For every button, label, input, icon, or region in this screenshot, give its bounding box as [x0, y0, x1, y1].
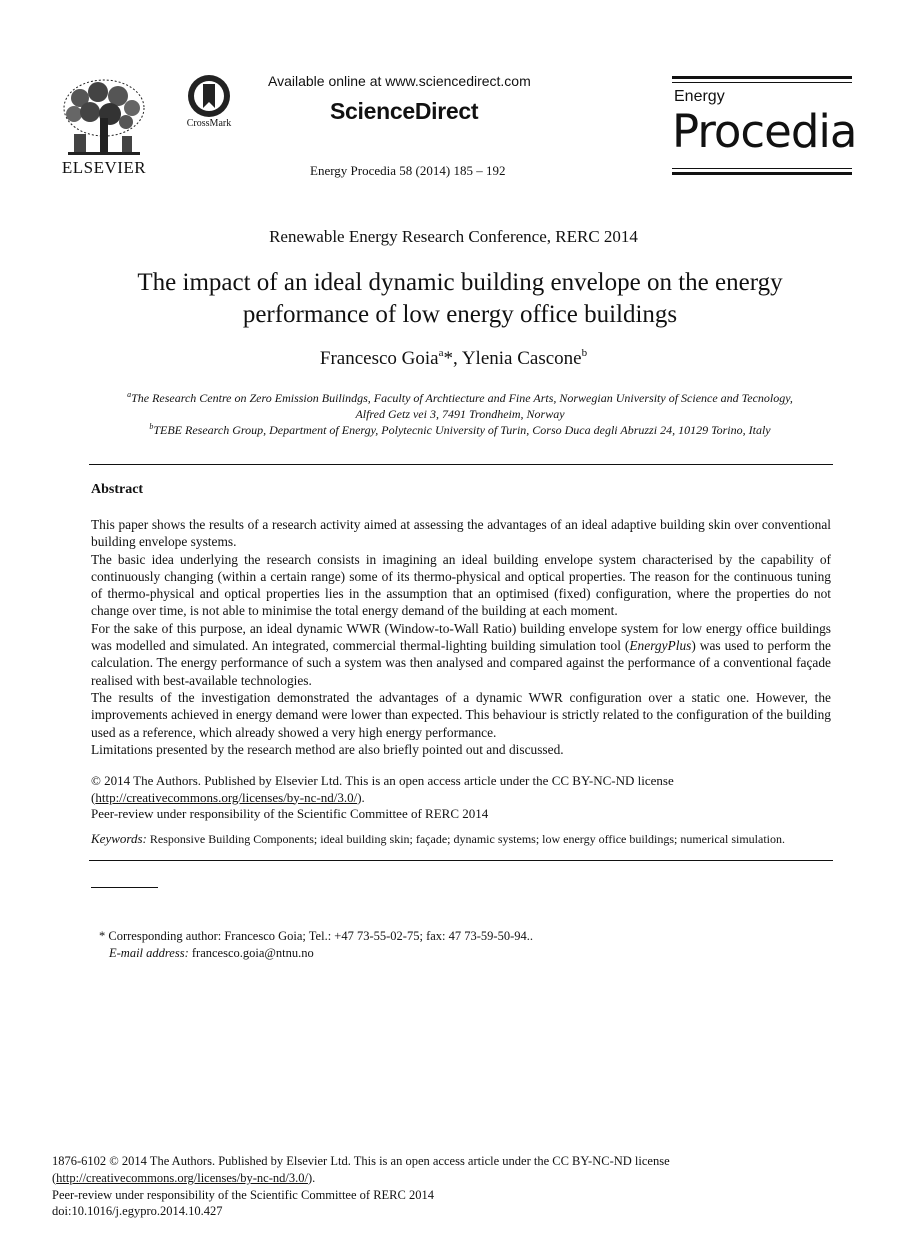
license-link[interactable]: http://creativecommons.org/licenses/by-nc-nd/3.0/ [95, 789, 358, 805]
doi[interactable]: doi:10.1016/j.egypro.2014.10.427 [52, 1204, 223, 1219]
footer-license-link[interactable]: http://creativecommons.org/licenses/by-nc-nd/3.0/ [56, 1170, 308, 1185]
title-line: performance of low energy office buildings [242, 301, 678, 328]
affiliation-b [60, 419, 860, 438]
affiliation-a [60, 387, 860, 422]
journal-logo-rule [672, 76, 852, 79]
author-affiliation-mark: b [581, 347, 588, 359]
abstract-paragraph: The results of the investigation demonstrated the advantages of a dynamic WWR configuration over a static one. However, the improvements achieved in energy demand were lower than expected. This behaviour is strictly related to the configuration of the building used as a reference, which already showed a very high energy performance. [91, 689, 831, 740]
sciencedirect-logo[interactable]: ScienceDirect [330, 98, 479, 124]
footer-line: 1876-6102 © 2014 The Authors. Published by Elsevier Ltd. This is an open access article under the CC BY-NC-ND license [52, 1154, 670, 1168]
peer-review-line: Peer-review under responsibility of the Scientific Committee of RERC 2014 [91, 806, 489, 821]
journal-logo-rule [672, 172, 852, 175]
abstract-body [91, 516, 831, 758]
keywords-label: Keywords: [91, 831, 147, 846]
author-list [0, 347, 907, 370]
affiliation-mark: a [127, 390, 132, 399]
software-name: EnergyPlus [629, 638, 692, 654]
section-divider [89, 464, 833, 465]
title-line: The impact of an ideal dynamic building envelope on the energy [137, 269, 783, 296]
conference-name: Renewable Energy Research Conference, RERC 2014 [269, 227, 638, 246]
email-address[interactable]: francesco.goia@ntnu.no [188, 945, 314, 960]
journal-logo-small: Energy [674, 88, 725, 105]
email-label: E-mail address: [109, 945, 189, 960]
abstract-heading: Abstract [91, 482, 144, 497]
corresponding-mark: *, [443, 348, 462, 369]
corresponding-author: * Corresponding author: Francesco Goia; Tel.: +47 73-55-02-75; fax: 47 73-59-50-94.. [99, 929, 533, 943]
license-block: © 2014 The Authors. Published by Elsevier Ltd. This is an open access article under the CC BY-NC-ND license (http://creativecommons.org/licenses/by-nc-nd/3.0/). Peer-review under responsibility of the Scientific Committee of RERC 2014 [91, 773, 831, 823]
journal-logo-rule [672, 168, 852, 169]
footnote-divider [91, 887, 158, 888]
publisher-name: ELSEVIER [61, 158, 147, 177]
crossmark-badge[interactable] [178, 74, 240, 136]
keywords [91, 831, 831, 848]
author-name: Ylenia Cascone [461, 348, 582, 369]
author-name: Francesco Goia [319, 348, 439, 369]
elsevier-tree-icon [60, 78, 148, 160]
footer-line: Peer-review under responsibility of the Scientific Committee of RERC 2014 [52, 1187, 434, 1202]
elsevier-logo [52, 72, 156, 180]
affiliation-text: TEBE Research Group, Department of Energy, Polytecnic University of Turin, Corso Duca degli Abruzzi 24, 10129 Torino, Italy [153, 423, 771, 437]
paper-title [60, 267, 860, 331]
page-footer: 1876-6102 © 2014 The Authors. Published by Elsevier Ltd. This is an open access article under the CC BY-NC-ND license (http://creativecommons.org/licenses/by-nc-nd/3.0/). Peer-review under responsibility of the Scientific Committee of RERC 2014 doi:10.1016/j.egypro.2014.10.427 [52, 1153, 852, 1220]
license-line: © 2014 The Authors. Published by Elsevier Ltd. This is an open access article under the CC BY-NC-ND license [91, 773, 674, 788]
available-online: Available online at www.sciencedirect.com [268, 73, 531, 89]
abstract-paragraph: For the sake of this purpose, an ideal dynamic WWR (Window-to-Wall Ratio) building envelope system for low energy office buildings was modelled and simulated. An integrated, commercial thermal-lighting building simulation tool (EnergyPlus) was used to perform the calculation. The energy performance of such a system was then analysed and compared against the performance of a conventional façade realised with best-available technologies. [91, 620, 831, 688]
abstract-paragraph: Limitations presented by the research method are also briefly pointed out and discussed. [91, 741, 564, 757]
crossmark-icon [178, 74, 240, 118]
journal-reference: Energy Procedia 58 (2014) 185 – 192 [310, 163, 506, 178]
journal-logo-big: Procedia [672, 105, 857, 158]
abstract-paragraph: The basic idea underlying the research consists in imagining an ideal building envelope system characterised by the capability of continuously changing (within a certain range) some of its thermo-physical and optical properties. The reason for the continuous tuning of thermo-physical and optical properties lies in the assumption that an optimised (fixed) configuration, where the properties do not change over time, is not able to minimise the total energy demand of the building at each moment. [91, 551, 831, 619]
journal-logo-rule [672, 82, 852, 83]
affiliation-text: The Research Centre on Zero Emission Builindgs, Faculty of Archtiecture and Fine Arts, Norwegian University of Science and Tecnology, [131, 391, 793, 405]
affiliation-text: Alfred Getz vei 3, 7491 Trondheim, Norway [355, 407, 565, 421]
section-divider [89, 860, 833, 861]
author-affiliation-mark: a [438, 347, 444, 359]
abstract-paragraph: This paper shows the results of a research activity aimed at assessing the advantages of an ideal adaptive building skin over conventional building envelope systems. [91, 517, 831, 550]
crossmark-label: CrossMark [186, 118, 232, 129]
affiliation-mark: b [149, 422, 154, 431]
keywords-text: Responsive Building Components; ideal building skin; façade; dynamic systems; low energy office buildings; numerical simulation. [146, 832, 785, 846]
correspondence-footnote [99, 928, 533, 961]
